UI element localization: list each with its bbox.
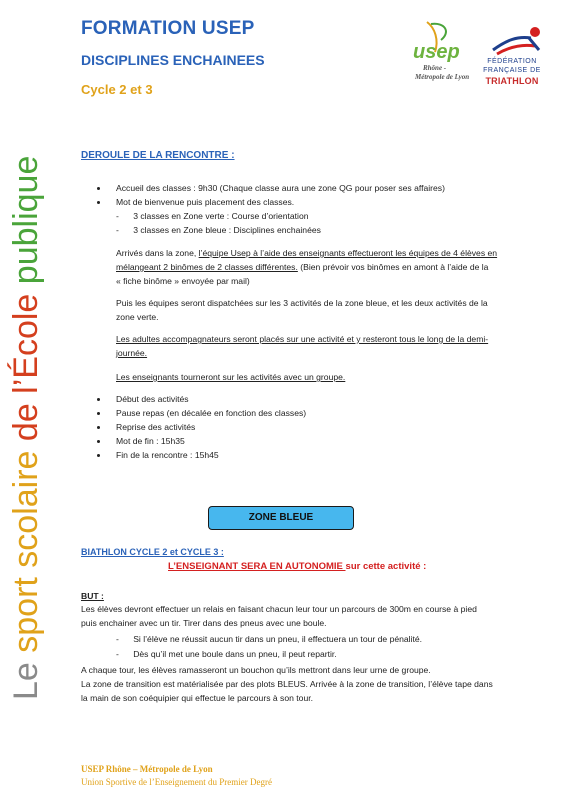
autonomie-rest: sur cette activité [345, 561, 421, 572]
sub-item: - Si l’élève ne réussit aucun tir dans un pneu, il effectuera un tour de pénalité. [116, 634, 423, 644]
bullet-dot [97, 454, 100, 457]
sub-item: - 3 classes en Zone bleue : Disciplines enchainées [116, 225, 321, 235]
paragraph-line: « fiche binôme » envoyée par mail) [116, 276, 250, 286]
slogan-word: l’École [7, 284, 45, 394]
autonomie-colon: : [420, 561, 427, 572]
bullet-dot [97, 412, 100, 415]
usep-logo [405, 18, 475, 88]
paragraph-line: Les élèves devront effectuer un relais en faisant chacun leur tour un parcours de 300m en course à pied [81, 604, 477, 614]
list-item: Début des activités [116, 394, 189, 404]
slogan-word: Le [7, 652, 45, 700]
usep-logo-word: usep [413, 41, 460, 63]
list-item: Mot de bienvenue puis placement des classes. [116, 197, 295, 207]
autonomie-notice [168, 561, 426, 572]
list-item: Accueil des classes : 9h30 (Chaque classe aura une zone QG pour poser ses affaires) [116, 183, 445, 193]
page-title: FORMATION USEP [81, 18, 255, 39]
footer-org: USEP Rhône – Métropole de Lyon [81, 764, 213, 774]
paragraph-text: Arrivés dans la zone, [116, 248, 199, 258]
slogan-word: publique [7, 155, 45, 285]
paragraph-line [116, 262, 488, 273]
paragraph-line: Les enseignants tourneront sur les activités avec un groupe. [116, 372, 346, 382]
paragraph-line: journée. [116, 348, 148, 358]
sub-item: - 3 classes en Zone verte : Course d’orientation [116, 211, 309, 221]
paragraph-line: la main de son coéquipier qui effectue le parcours à son tour. [81, 693, 314, 703]
slogan-text [7, 156, 45, 700]
paragraph-underlined: mélangeant 2 binômes de 2 classes différentes. [116, 262, 298, 272]
paragraph-line: zone verte. [116, 312, 159, 322]
bullet-dot [97, 426, 100, 429]
paragraph-text: (Bien prévoir vos binômes en amont à l’aide de la [297, 262, 489, 272]
cycle-label: Cycle 2 et 3 [81, 82, 153, 97]
sub-item: - Dès qu’il met une boule dans un pneu, il peut repartir. [116, 649, 337, 659]
list-item: Pause repas (en décalée en fonction des classes) [116, 408, 307, 418]
vertical-slogan [0, 0, 50, 800]
biathlon-heading: BIATHLON CYCLE 2 et CYCLE 3 : [81, 547, 224, 557]
fft-line2: FRANÇAISE DE [483, 67, 541, 74]
fft-line3: TRIATHLON [485, 76, 539, 86]
page-subtitle: DISCIPLINES ENCHAINEES [81, 52, 265, 68]
autonomie-emphasis: L’ENSEIGNANT SERA EN AUTONOMIE [168, 561, 346, 572]
paragraph-line: Puis les équipes seront dispatchées sur les 3 activités de la zone bleue, et les deux activités de la [116, 298, 488, 308]
paragraph-line [116, 248, 497, 259]
but-label: BUT : [81, 591, 104, 601]
paragraph-line: Les adultes accompagnateurs seront placés sur une activité et y resteront tous le long de la demi- [116, 334, 489, 344]
slogan-word: de [7, 393, 45, 442]
slogan-word: sport [7, 567, 45, 653]
paragraph-line: A chaque tour, les élèves ramasseront un bouchon qu’ils mettront dans leur urne de groupe. [81, 665, 431, 675]
footer-org-full: Union Sportive de l’Enseignement du Premier Degré [81, 777, 272, 787]
slogan-word: scolaire [7, 441, 45, 568]
list-item: Reprise des activités [116, 422, 196, 432]
zone-bleue-banner: ZONE BLEUE [208, 506, 354, 530]
list-item: Mot de fin : 15h35 [116, 436, 185, 446]
bullet-dot [97, 187, 100, 190]
paragraph-underlined: l’équipe Usep à l’aide des enseignants effectueront les équipes de 4 élèves en [198, 248, 498, 258]
bullet-dot [97, 398, 100, 401]
deroule-heading: DEROULE DE LA RENCONTRE : [81, 150, 235, 161]
paragraph-line: La zone de transition est matérialisée par des plots BLEUS. Arrivée à la zone de transition, l’élève tape dans [81, 679, 493, 689]
usep-logo-line1: Rhône - [423, 64, 447, 72]
list-item: Fin de la rencontre : 15h45 [116, 450, 219, 460]
fft-line1: FÉDÉRATION [487, 58, 537, 65]
paragraph-line: puis enchainer avec un tir. Tirer dans des pneus avec une boule. [81, 618, 327, 628]
bullet-dot [97, 440, 100, 443]
bullet-dot [97, 201, 100, 204]
usep-logo-line2: Métropole de Lyon [415, 73, 470, 81]
